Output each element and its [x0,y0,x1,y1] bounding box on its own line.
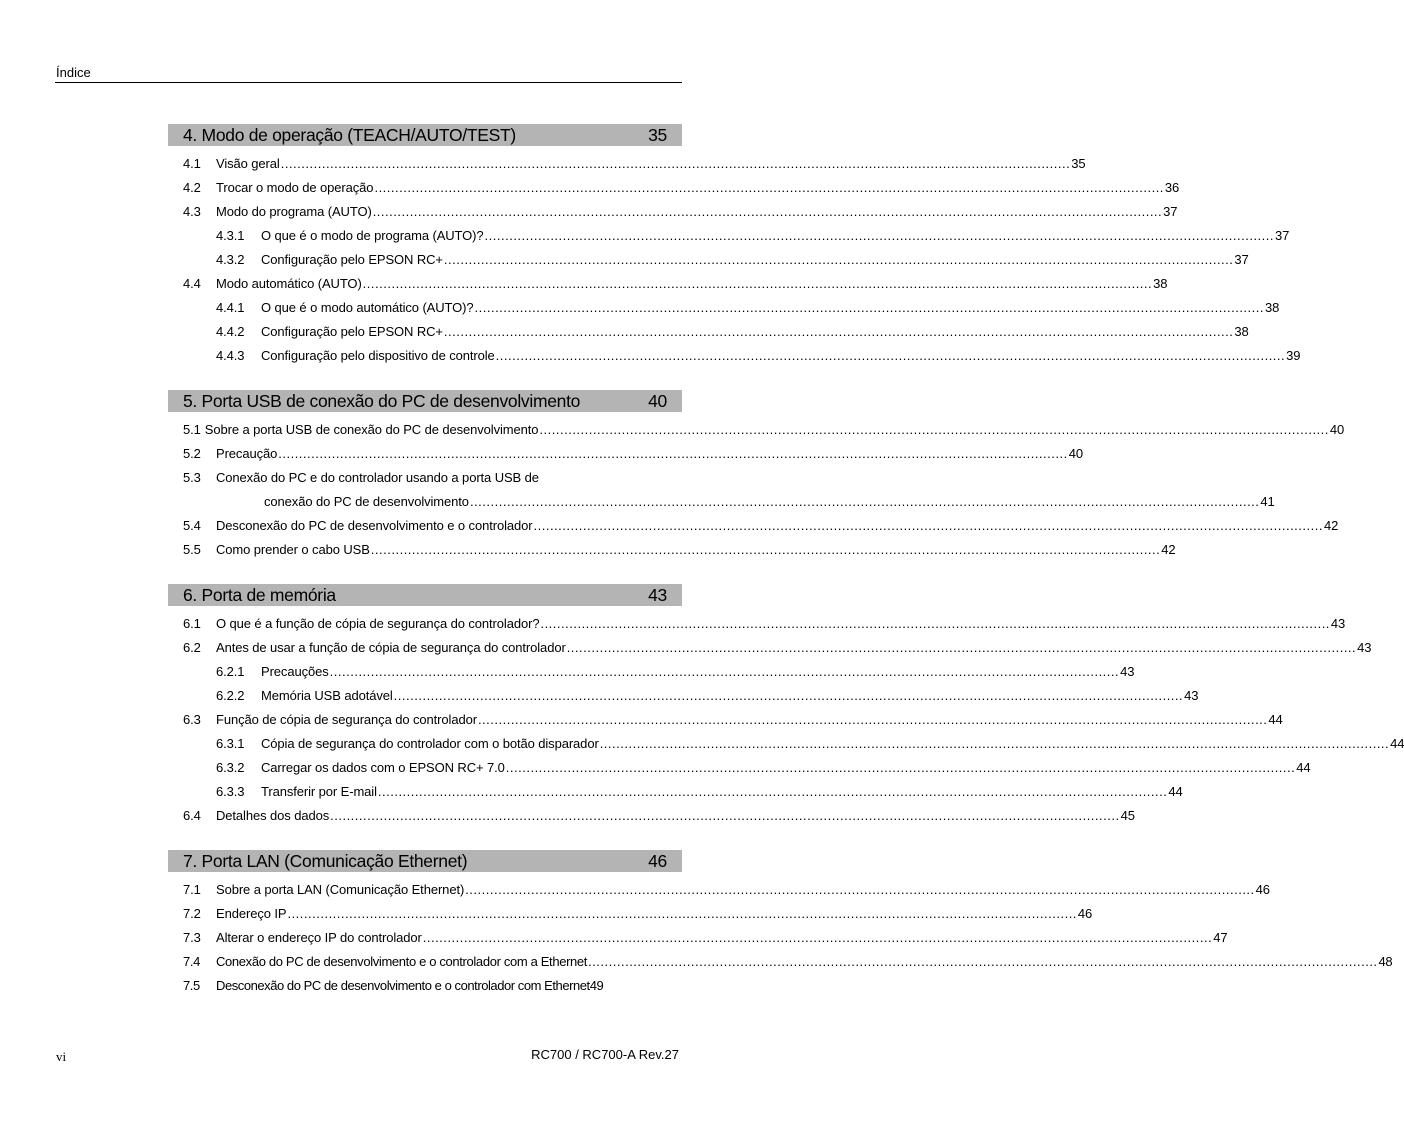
entry-text: Desconexão do PC de desenvolvimento e o controlador com Ethernet [216,978,590,993]
toc-entry-6-4[interactable] [168,804,1135,828]
section-heading[interactable] [168,390,682,412]
leader-dots [330,660,1119,684]
section-title: 7. Porta LAN (Comunicação Ethernet) [183,850,468,871]
entry-number: 7.1 [183,882,201,897]
leader-dots [394,684,1183,708]
section-heading[interactable] [168,584,682,606]
leader-dots [496,344,1285,368]
toc-entry-7-5[interactable] [168,974,682,998]
toc-entry-7-3[interactable] [168,926,1228,950]
entry-number: 6.2.1 [216,664,245,679]
entry-text: Visão geral [216,156,280,171]
toc-entry-7-4[interactable] [168,950,1393,974]
toc-entry-4-4-1[interactable] [168,296,1280,320]
leader-dots [378,780,1167,804]
entry-text-continued: conexão do PC de desenvolvimento [264,494,469,509]
toc-entry-4-3-2[interactable] [168,248,1249,272]
entry-number: 6.3.3 [216,784,245,799]
entry-text: Precaução [216,446,278,461]
entry-page: 48 [1378,954,1393,969]
entry-number: 6.3.1 [216,736,245,751]
entry-number: 7.2 [183,906,201,921]
leader-dots [600,732,1389,756]
leader-dots [475,296,1264,320]
section-page: 43 [648,584,667,605]
entry-number: 5.4 [183,518,201,533]
entry-page: 36 [1164,180,1180,195]
entry-number: 6.2 [183,640,201,655]
toc-entry-6-2-1[interactable] [168,660,1135,684]
entry-page: 44 [1268,712,1283,727]
leader-dots [423,926,1212,950]
toc-entry-6-3[interactable] [168,708,1283,732]
entry-page: 38 [1153,276,1168,291]
header-rule [55,82,682,83]
entry-page: 40 [1329,422,1345,437]
entry-page: 43 [1330,616,1346,631]
leader-dots [539,418,1328,442]
leader-dots [281,152,1070,176]
entry-text: Memória USB adotável [261,688,393,703]
entry-page: 43 [1184,688,1199,703]
entry-number: 6.2.2 [216,688,245,703]
leader-dots [485,224,1274,248]
entry-page: 37 [1163,204,1178,219]
toc-entry-6-3-3[interactable] [168,780,1183,804]
leader-dots [470,490,1259,514]
toc-entry-4-4-3[interactable] [168,344,1301,368]
section-title: 4. Modo de operação (TEACH/AUTO/TEST) [183,124,516,145]
entry-text: Sobre a porta USB de conexão do PC de desenvolvimento [204,422,539,437]
toc-section-7 [168,850,1393,998]
entry-text: Conexão do PC de desenvolvimento e o controlador com a Ethernet [216,954,588,969]
toc-entry-7-2[interactable] [168,902,1093,926]
entry-page: 46 [1255,882,1270,897]
entry-page: 39 [1286,348,1301,363]
entry-page: 37 [1234,252,1249,267]
entry-page: 46 [1077,906,1093,921]
entry-page: 44 [1168,784,1183,799]
toc-entry-7-1[interactable] [168,878,1270,902]
leader-dots [287,902,1076,926]
entry-page: 45 [1120,808,1135,823]
entry-number: 7.4 [183,954,201,969]
toc-entry-4-3-1[interactable] [168,224,1290,248]
entry-number: 5.1 [183,422,201,437]
entry-text: Trocar o modo de operação [216,180,374,195]
entry-number: 6.3 [183,712,201,727]
entry-text: Cópia de segurança do controlador com o botão disparador [261,736,599,751]
toc-entry-5-5[interactable] [168,538,1176,562]
entry-text: O que é a função de cópia de segurança do controlador? [216,616,540,631]
entry-text: Configuração pelo EPSON RC+ [261,324,443,339]
entry-page: 38 [1264,300,1280,315]
toc-entry-5-4[interactable] [168,514,1339,538]
entry-text: O que é o modo automático (AUTO)? [261,300,474,315]
section-heading[interactable] [168,850,682,872]
entry-number: 5.5 [183,542,201,557]
toc-section-5 [168,390,1345,562]
section-title: 6. Porta de memória [183,584,336,605]
entry-text: Antes de usar a função de cópia de segurança do controlador [216,640,566,655]
toc-entry-6-3-2[interactable] [168,756,1311,780]
entry-page: 35 [1071,156,1086,171]
entry-page: 37 [1275,228,1290,243]
entry-page: 47 [1213,930,1228,945]
toc-entry-4-2[interactable] [168,176,1180,200]
leader-dots [534,514,1323,538]
leader-dots [374,176,1163,200]
leader-dots [363,272,1152,296]
entry-number: 4.2 [183,180,201,195]
entry-page: 44 [1296,760,1311,775]
entry-text: Modo do programa (AUTO) [216,204,372,219]
section-page: 46 [648,850,667,871]
toc-section-6 [168,584,1404,828]
toc-entry-6-1[interactable] [168,612,1346,636]
entry-text: Configuração pelo EPSON RC+ [261,252,443,267]
entry-number: 6.1 [183,616,201,631]
leader-dots [444,320,1233,344]
leader-dots [588,950,1377,974]
entry-page: 40 [1068,446,1083,461]
entry-text: Desconexão do PC de desenvolvimento e o controlador [216,518,533,533]
section-title: 5. Porta USB de conexão do PC de desenvolvimento [183,390,581,411]
entry-text: Conexão do PC e do controlador usando a porta USB de [216,470,539,485]
entry-page: 42 [1323,518,1339,533]
leader-dots [330,804,1119,828]
toc-entry-5-1[interactable] [168,418,1345,442]
toc-entry-4-1[interactable] [168,152,1086,176]
footer-document-label: RC700 / RC700-A Rev.27 [531,1047,679,1062]
toc-entry-6-3-1[interactable] [168,732,1404,756]
section-page: 40 [648,390,667,411]
section-page: 35 [648,124,667,145]
leader-dots [373,200,1162,224]
toc-section-4 [168,124,1301,368]
entry-page: 43 [1357,640,1372,655]
entry-text: Detalhes dos dados [216,808,330,823]
entry-number: 4.3.1 [216,228,245,243]
footer-page-number: vi [56,1049,67,1064]
entry-number: 6.4 [183,808,201,823]
entry-page: 44 [1390,736,1404,751]
section-heading[interactable] [168,124,682,146]
leader-dots [278,442,1067,466]
entry-number: 6.3.2 [216,760,245,775]
leader-dots [465,878,1254,902]
toc-entry-6-2-2[interactable] [168,684,1199,708]
entry-number: 7.5 [183,978,200,993]
leader-dots [371,538,1160,562]
leader-dots [567,636,1356,660]
entry-text: Endereço IP [216,906,287,921]
entry-number: 4.4.2 [216,324,245,339]
leader-dots [540,612,1329,636]
toc-entry-5-3[interactable] [168,466,682,490]
toc-entry-5-3-cont[interactable] [168,490,1275,514]
toc-entry-4-4[interactable] [168,272,1168,296]
toc-entry-4-3[interactable] [168,200,1178,224]
entry-text: Precauções [261,664,329,679]
entry-text: Configuração pelo dispositivo de controle [261,348,495,363]
leader-dots [478,708,1267,732]
entry-number: 4.4.3 [216,348,245,363]
toc-entry-6-2[interactable] [168,636,1372,660]
leader-dots [506,756,1295,780]
entry-text: Como prender o cabo USB [216,542,370,557]
entry-text: Alterar o endereço IP do controlador [216,930,422,945]
entry-number: 4.4.1 [216,300,245,315]
entry-text: Função de cópia de segurança do controlador [216,712,477,727]
entry-number: 7.3 [183,930,201,945]
entry-number: 4.1 [183,156,201,171]
entry-page: 49 [589,978,604,993]
entry-number: 4.3 [183,204,201,219]
leader-dots [444,248,1233,272]
entry-number: 4.4 [183,276,201,291]
entry-text: Modo automático (AUTO) [216,276,362,291]
entry-text: O que é o modo de programa (AUTO)? [261,228,484,243]
entry-page: 41 [1260,494,1275,509]
entry-page: 38 [1234,324,1249,339]
toc-entry-4-4-2[interactable] [168,320,1249,344]
entry-number: 4.3.2 [216,252,245,267]
entry-number: 5.2 [183,446,201,461]
toc-entry-5-2[interactable] [168,442,1083,466]
entry-page: 42 [1161,542,1176,557]
page-header-title: Índice [56,65,91,80]
entry-text: Sobre a porta LAN (Comunicação Ethernet) [216,882,465,897]
entry-number: 5.3 [183,470,201,485]
entry-text: Carregar os dados com o EPSON RC+ 7.0 [261,760,505,775]
entry-page: 43 [1120,664,1135,679]
table-of-contents [168,124,1404,1020]
entry-text: Transferir por E-mail [261,784,377,799]
